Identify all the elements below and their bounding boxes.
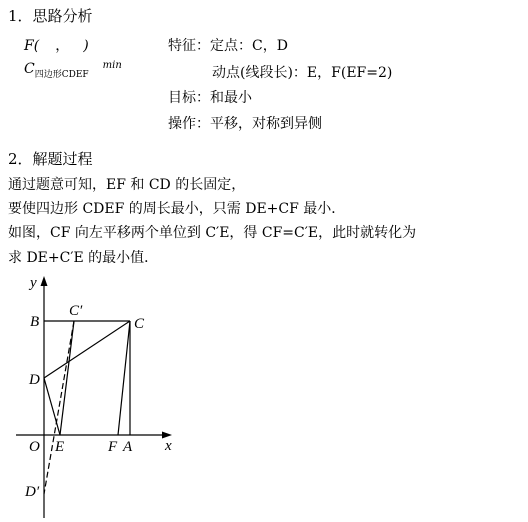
label-b: B (30, 314, 40, 330)
f-comma: ， (55, 38, 70, 54)
label-c: C (134, 316, 145, 332)
f-close: ) (83, 38, 89, 54)
label-a: A (123, 439, 133, 455)
c-superscript: min (102, 60, 122, 71)
goal-line: 目标：和最小 (168, 90, 252, 106)
label-f: F (108, 439, 118, 455)
solution-line-1: 通过题意可知，EF 和 CD 的长固定， (8, 177, 246, 193)
f-expression (24, 35, 89, 55)
label-d: D (29, 372, 40, 388)
label-c-prime: C′ (69, 303, 83, 319)
coordinate-figure (0, 270, 200, 522)
feature-line: 特征：定点：C，D (168, 38, 288, 54)
solution-line-2: 要使四边形 CDEF 的周长最小，只需 DE+CF 最小． (8, 201, 346, 217)
section2-heading: 2．解题过程 (8, 150, 93, 168)
label-o: O (29, 439, 40, 455)
solution-line-3: 如图，CF 向左平移两个单位到 C′E，得 CF=C′E，此时就转化为 (8, 225, 417, 241)
solution-line-4: 求 DE+C′E 的最小值． (8, 250, 159, 266)
label-x: x (165, 438, 172, 454)
label-y: y (30, 275, 37, 291)
y-axis-arrow (41, 276, 48, 286)
segment-c-prime-d-prime (44, 321, 74, 494)
c-subscript: 四边形CDEF (34, 70, 89, 80)
label-d-prime: D′ (25, 484, 40, 500)
f-label: F( (24, 38, 40, 54)
c-label: C (24, 61, 35, 77)
section1-heading: 1．思路分析 (8, 7, 93, 25)
segment-cf (118, 321, 130, 435)
label-e: E (55, 439, 65, 455)
c-expression (24, 60, 122, 80)
moving-points-line: 动点(线段长)：E，F(EF=2) (212, 65, 393, 81)
operation-line: 操作：平移，对称到异侧 (168, 116, 322, 132)
segment-de (44, 378, 60, 435)
segment-c-prime-e (60, 321, 74, 435)
segment-dc (44, 321, 130, 378)
